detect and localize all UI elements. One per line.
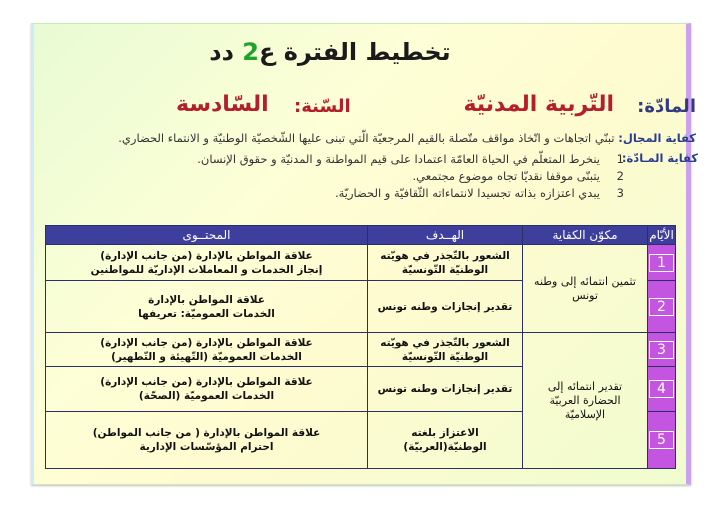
component-line: الإسلاميّة [564,407,606,421]
domain-competence [56,131,696,149]
table-header-row [46,226,676,245]
goal-line: تقدير إنجازات وطنه تونس [377,383,513,395]
content-line: علاقة المواطن بالإدارة [148,293,265,306]
goal-cell [368,281,523,333]
header-component: مكوّن الكفاية [523,226,648,245]
day-cell [648,245,676,281]
subject-competence-label: كفاية المـادّة: [621,151,698,165]
content-line: الخدمات العموميّة: تعريفها [138,307,275,320]
content-line: احترام المؤسّسات الإدارية [139,441,274,453]
content-line: الخدمات العموميّة (التّهيئة و التّطهير) [111,350,302,363]
component-line: الحضارة العربيّة [549,393,621,407]
competence-number: 2 [616,169,624,183]
content-cell [46,281,368,333]
domain-competence-text: تبنّي اتجاهات و اتّخاذ مواقف متّصلة بالقيم المرجعيّة الّتي تبنى عليها الشّخصيّة الوطنيّة و الانتماء الحضاري. [118,131,615,145]
content-line: علاقة المواطن بالإدارة (من جانب الإدارة) [100,249,313,262]
competence-item [124,152,624,169]
year-label: السّنة: [294,96,351,117]
goal-line: الشعور بالتّجذر في هويّته [380,336,510,349]
competence-item [124,169,624,186]
goal-cell [368,333,523,367]
header-content: المحتــوى [46,226,368,245]
goal-line: الوطنيّة التّونسيّة [401,350,489,363]
competence-item [124,186,624,203]
title-number: 2 [242,38,259,66]
content-cell [46,367,368,412]
component-line: تثمين انتمائه إلى وطنه [534,274,636,288]
title-before: تخطيط الفترة ع [259,38,451,66]
goal-line: الاعتزاز بلغته الوطنيّة(العربيّة) [403,427,487,453]
table-row [46,333,676,367]
competence-number: 3 [616,186,624,200]
day-number: 5 [649,431,674,449]
content-line: إنجاز الخدمات و المعاملات الإداريّة للمواطنين [90,263,323,276]
schedule-table [45,225,676,469]
domain-competence-label: كفاية المجال: [618,131,696,145]
subject-value: التّربية المدنيّة [463,92,614,117]
goal-line: الشعور بالتّجذر في هويّته [380,249,510,262]
content-cell [46,333,368,367]
page-title [180,38,480,66]
goal-cell [368,367,523,412]
subject-competence-list [124,152,624,203]
competence-text: يبدي اعتزازه بذاته تجسيدا لانتماءاته الثّقافيّة و الحضاريّة. [334,186,600,200]
day-number: 1 [649,254,674,272]
goal-line: تقدير إنجازات وطنه تونس [377,300,513,313]
year-value: السّادسة [176,92,269,117]
day-cell [648,412,676,469]
day-number: 4 [649,380,674,398]
subject-line [76,92,696,126]
goal-line: الوطنيّة التّونسيّة [401,263,489,276]
subject-label: المادّة: [637,96,696,117]
title-after: دد [209,38,243,66]
content-line: الخدمات العموميّة (الصحّة) [138,390,275,402]
day-cell [648,367,676,412]
competence-number: 1 [616,152,624,166]
component-cell [523,245,648,333]
day-cell [648,333,676,367]
content-cell [46,245,368,281]
content-line: علاقة المواطن بالإدارة (من جانب الإدارة) [100,376,313,388]
goal-cell [368,245,523,281]
component-line: تونس [572,288,598,302]
content-line: علاقة المواطن بالإدارة ( من جانب المواطن) [92,427,321,439]
goal-cell [368,412,523,469]
component-line: تقدير انتمائه إلى [547,379,623,393]
header-days: الأيّام [648,226,676,245]
content-line: علاقة المواطن بالإدارة (من جانب الإدارة) [100,336,313,349]
day-number: 3 [649,341,674,359]
content-cell [46,412,368,469]
table-row [46,245,676,281]
competence-text: ينخرط المتعلّم في الحياة العامّة اعتمادا على قيم المواطنة و المدنيّة و حقوق الإنسان. [197,152,600,166]
component-cell [523,333,648,469]
header-goal: الهــدف [368,226,523,245]
day-cell [648,281,676,333]
day-number: 2 [649,298,674,316]
competence-text: يتبنّى موقفا نقديّا تجاه موضوع مجتمعي. [412,169,600,183]
